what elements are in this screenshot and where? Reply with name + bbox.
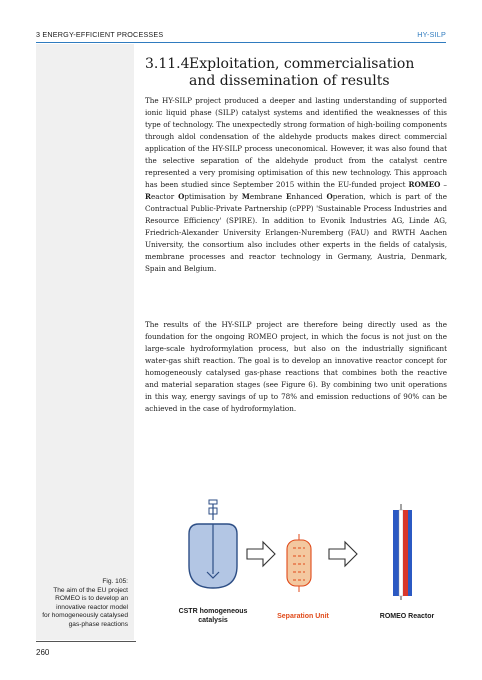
- section-title-line1: Exploitation, commercialisation: [189, 56, 415, 72]
- word-peration: peration: [332, 192, 364, 201]
- acronym-letter-o2: O: [326, 192, 333, 201]
- romeo-blue-channel: [393, 510, 399, 596]
- footer-rule: [36, 641, 136, 642]
- word-ptimisation: ptimisation by: [184, 192, 242, 201]
- acronym-letter-o1: O: [178, 192, 185, 201]
- running-header: [36, 28, 446, 43]
- romeo-reactor-icon: [393, 504, 412, 600]
- word-eactor: eactor: [150, 192, 179, 201]
- caption-line2: The aim of the EU project: [53, 586, 128, 594]
- caption-line5: for homogeneously catalysed: [42, 612, 128, 620]
- paragraph-2: The results of the HY-SILP project are therefore being directly used as the foundation for the ongoing ROMEO project, in which the focus is not just on the large-scale hydroformylation process, but also on the industrially significant water-gas shift reaction. The goal is to develop an innovative reactor concept for homogeneously catalysed gas-phase reactions that combines both the reactive and material separation stages (see Figure 6). By combining two unit operations in this way, energy savings of up to 78% and emission reductions of 90% can be achieved in the case of hydroformylation.: [145, 320, 447, 413]
- section-title: [145, 56, 445, 90]
- arrow-icon-2: [329, 542, 357, 566]
- page-number: 260: [36, 648, 50, 657]
- arrow-icon: [247, 542, 275, 566]
- romeo-acronym: ROMEO: [408, 180, 441, 189]
- label-separation-unit: Separation Unit: [277, 613, 329, 620]
- section-number: 3.11.4: [145, 56, 190, 72]
- paragraph-1-rest: , which is part of the Contractual Public-Private Partnership (cPPP) 'Sustainable Process Industries and Resource Efficiency' (SPIRE). In addition to Evonik Industries AG, Linde AG, Friedrich-Alexander University Erlangen-Nuremberg (FAU) and RWTH Aachen University, the consortium also includes other experts in the fields of catalysis, membrane processes and reactor technology in Germany, Austria, Denmark, Spain and Belgium.: [145, 192, 447, 273]
- paragraph-1: [145, 95, 447, 275]
- sidebar-panel: [36, 44, 134, 640]
- figure-caption: [36, 578, 128, 630]
- separation-column: [287, 540, 311, 586]
- word-embrane: embrane: [249, 192, 287, 201]
- paragraph-1-intro: The HY-SILP project produced a deeper and lasting understanding of supported ionic liquid phase (SILP) catalyst systems and identified the weaknesses of this type of technology. The unexpectedly strong formation of high-boiling components through aldol condensation of the aldehyde products makes direct commercial application of the HY-SILP process uneconomical. However, it was also found that the selective separation of the aldehyde product from the catalyst centre represented a very promising optimisation of this new technology. This approach has been studied since September 2015 within the EU-funded project: [145, 96, 447, 189]
- cstr-reactor-icon: [189, 500, 237, 588]
- figure-romeo-concept: [145, 496, 447, 626]
- acronym-letter-m: M: [241, 192, 250, 201]
- label-cstr-line1: CSTR homogeneous: [178, 608, 248, 615]
- caption-line1: Fig. 105:: [102, 578, 128, 585]
- project-heading: HY-SILP: [417, 30, 446, 39]
- acronym-letter-e: E: [286, 192, 292, 201]
- label-cstr: [173, 607, 253, 625]
- caption-line4: innovative reactor model: [56, 603, 128, 611]
- label-cstr-line2: catalysis: [198, 617, 228, 624]
- acronym-letter-r: R: [145, 192, 151, 201]
- word-nhanced: nhanced: [291, 192, 327, 201]
- romeo-red-channel: [403, 510, 408, 596]
- caption-line6: gas-phase reactions: [68, 620, 128, 628]
- label-romeo-reactor: ROMEO Reactor: [379, 613, 435, 620]
- section-title-line2: and dissemination of results: [189, 73, 390, 89]
- chapter-heading: 3 ENERGY-EFFICIENT PROCESSES: [36, 30, 164, 39]
- dash: –: [440, 180, 447, 189]
- caption-line3: ROMEO is to develop an: [55, 595, 128, 603]
- separation-unit-icon: [287, 534, 311, 592]
